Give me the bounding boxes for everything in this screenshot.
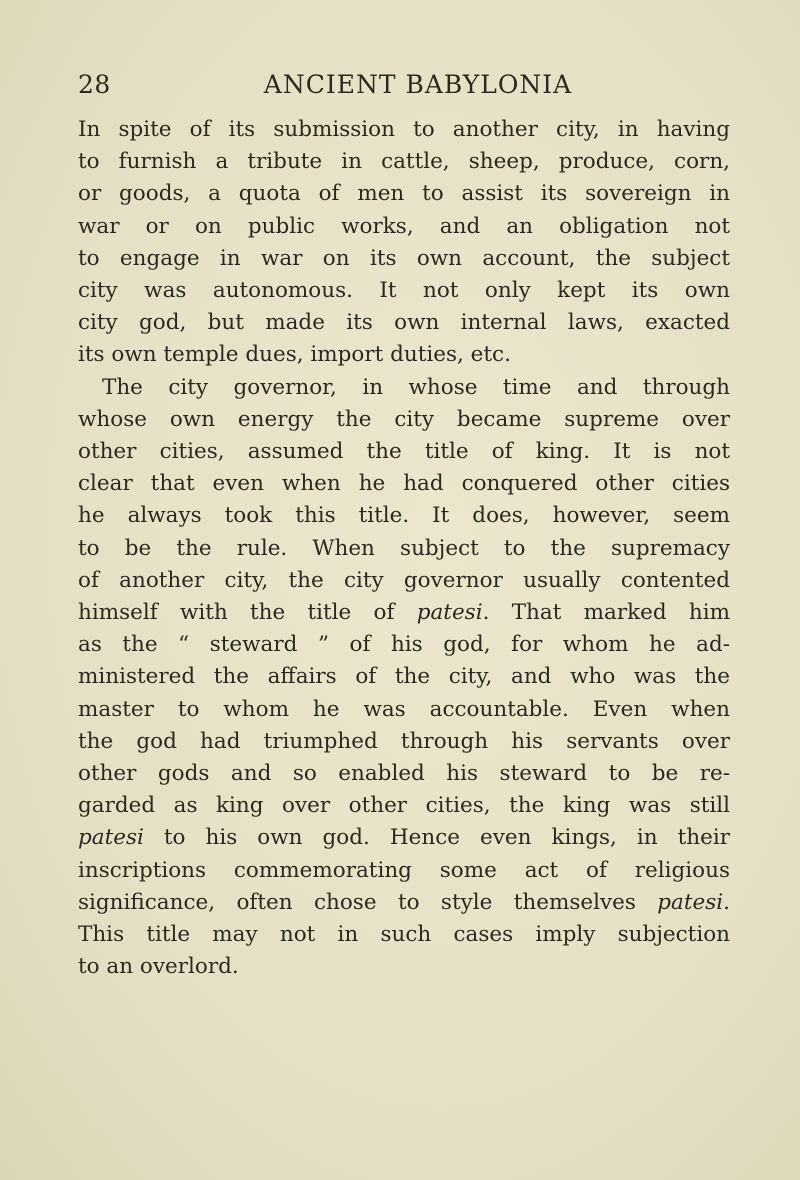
- text-line: to be the rule. When subject to the supremacy: [78, 535, 730, 561]
- text-line: master to whom he was accountable. Even when: [78, 696, 730, 722]
- text-line: This title may not in such cases imply subjection: [78, 922, 730, 948]
- running-head: [78, 70, 728, 106]
- text-line: [78, 887, 730, 919]
- text-line: ministered the affairs of the city, and who was the: [78, 664, 730, 690]
- text-line: to an overlord.: [78, 954, 239, 980]
- text-line: whose own energy the city became supreme over: [78, 406, 730, 432]
- text-line: In spite of its submission to another city, in having: [78, 117, 730, 142]
- body-text: [78, 114, 730, 983]
- text-line: garded as king over other cities, the king was still: [78, 793, 730, 819]
- text-line: war or on public works, and an obligation not: [78, 213, 730, 239]
- italic-term: patesi: [416, 600, 483, 626]
- text-line: he always took this title. It does, however, seem: [78, 503, 730, 529]
- text-run: himself with the title of: [78, 600, 417, 626]
- text-line: to furnish a tribute in cattle, sheep, produce, corn,: [78, 149, 730, 175]
- text-line: clear that even when he had conquered other cities: [78, 471, 730, 497]
- italic-term: patesi: [78, 825, 144, 851]
- text-line: to engage in war on its own account, the subject: [78, 245, 730, 271]
- running-title: ANCIENT BABYLONIA: [263, 70, 573, 99]
- text-line: the god had triumphed through his servants over: [78, 728, 730, 754]
- text-line: other cities, assumed the title of king. It is not: [78, 439, 730, 465]
- text-run: . That marked him: [482, 600, 730, 626]
- text-line: or goods, a quota of men to assist its sovereign in: [78, 181, 730, 207]
- italic-term: patesi: [657, 889, 724, 915]
- text-line: of another city, the city governor usually contented: [78, 567, 730, 593]
- text-run: to his own god. Hence even kings, in their: [143, 825, 730, 851]
- text-line: [78, 822, 730, 854]
- text-line: The city governor, in whose time and through: [102, 374, 730, 400]
- page-number: 28: [78, 70, 111, 99]
- text-line: as the “ steward ” of his god, for whom he ad-: [78, 632, 730, 658]
- text-line: city was autonomous. It not only kept its own: [78, 278, 730, 304]
- text-line: other gods and so enabled his steward to be re-: [78, 761, 730, 787]
- text-line: city god, but made its own internal laws, exacted: [78, 310, 730, 336]
- text-line: its own temple dues, import duties, etc.: [78, 342, 511, 368]
- text-line: [78, 597, 730, 629]
- text-run: .: [723, 889, 730, 915]
- text-line: inscriptions commemorating some act of religious: [78, 857, 730, 883]
- text-run: significance, often chose to style themselves: [78, 889, 658, 915]
